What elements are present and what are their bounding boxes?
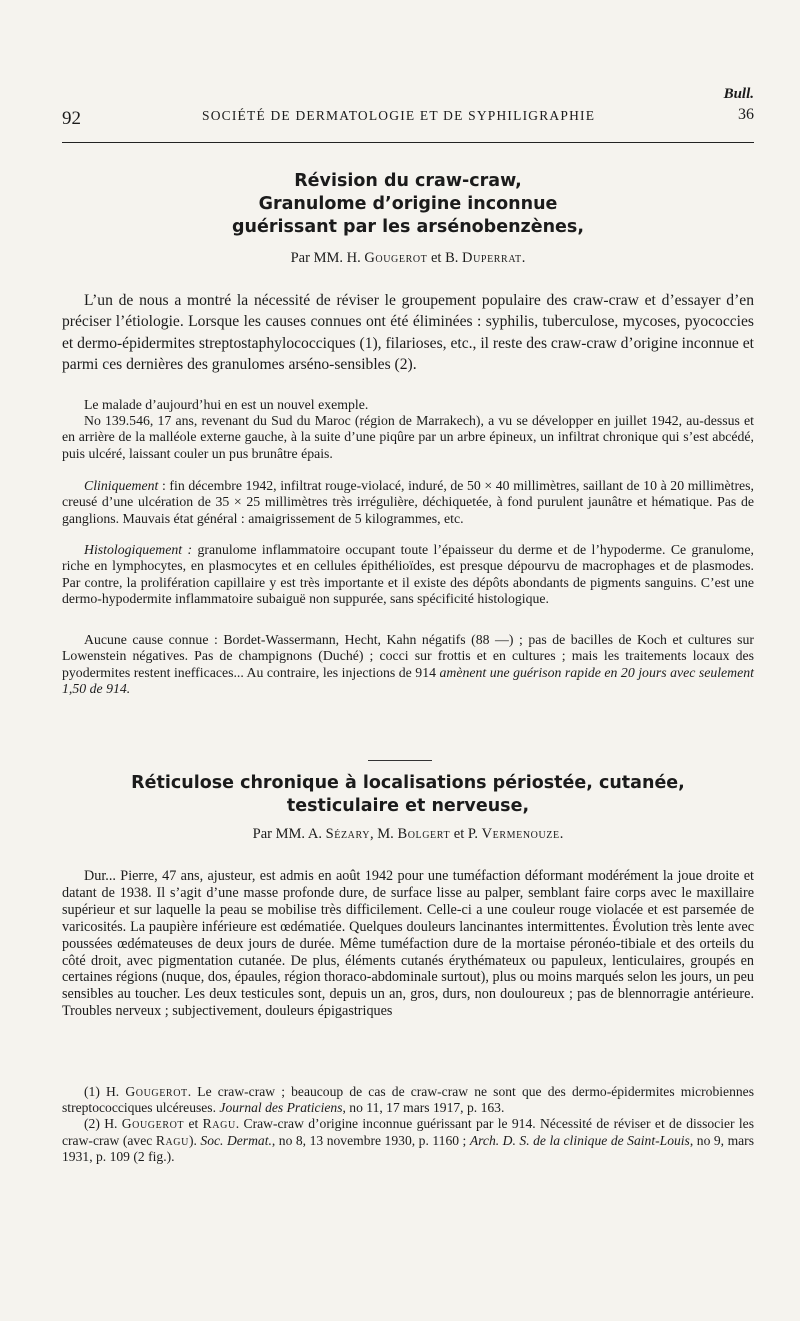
authors-separator: , M. (370, 826, 394, 842)
conclusion-italic: amènent une guérison rapide en 20 jours avec seulement 1,50 de 914. (62, 664, 754, 697)
footnote-text: . Le craw-craw ; beaucoup de cas de craw-craw ne sont que des dermo-épidermites microbiennes streptococciques ulcéreuses. (62, 1084, 754, 1116)
page-header (62, 104, 754, 130)
authors-suffix: . (521, 250, 526, 266)
footnote-text: ). (188, 1132, 197, 1148)
footnote-number: (1) H. (84, 1084, 120, 1099)
article1-title (62, 170, 754, 239)
footnote-citation: , no 11, 17 mars 1917, p. 163. (342, 1100, 505, 1116)
footnote-journal: Soc. Dermat. (200, 1132, 272, 1148)
author-name: Gougerot (364, 250, 428, 266)
authors-prefix: Par MM. A. (252, 826, 322, 842)
bull-label: Bull. (723, 86, 754, 102)
footnote-2 (62, 1116, 754, 1165)
authors-conjunction: et P. (453, 826, 478, 842)
article1-intro: L’un de nous a montré la nécessité de réviser le groupement populaire des craw-craw et d’essayer d’en préciser l’étiologie. Lorsque les causes connues ont été éliminées : syphilis, tuberculose, mycoses, pyococcies et dermo-épidermites streptostaphylococciques (1), filarioses, etc., il reste des craw-craw d’origine inconnue et parmi ces dernières des granulomes arséno-sensibles (2). (62, 292, 754, 373)
author-name: Bolgert (397, 826, 451, 842)
histology-text: granulome inflammatoire occupant toute l’épaisseur du derme et de l’hypoderme. Ce granulome, riche en lymphocytes, en plasmocytes et en cellules épithélioïdes, est presque dépourvu de macrophages et de plasmodes. Par contre, la prolifération capillaire y est très importante et il existe des dépôts abondants de pigments sanguins. C’est une dermo-hypodermite inflammatoire subaiguë non suppurée, sans spécificité histologique. (62, 542, 754, 607)
volume-number: 36 (738, 106, 754, 123)
footnote-citation: , no 8, 13 novembre 1930, p. 1160 ; (271, 1132, 467, 1148)
article2-title (62, 772, 754, 818)
article1-conclusion (62, 632, 754, 698)
footnote-1 (62, 1084, 754, 1116)
footnote-text: . Craw-craw d’origine inconnue guérissant par le 914. Nécessité de réviser et de dissocier les craw-craw (avec (62, 1116, 754, 1148)
authors-conjunction: et B. (431, 250, 459, 266)
article1-authors (62, 250, 754, 267)
authors-prefix: Par MM. H. (290, 250, 361, 266)
footnote-author: Ragu (202, 1116, 236, 1132)
footnote-author: Ragu (155, 1132, 189, 1148)
article1-title-line2: Granulome d’origine inconnue (258, 194, 558, 214)
header-rule (62, 142, 754, 143)
footnote-author: Gougerot (125, 1084, 188, 1099)
article2-title-line2: testiculaire et nerveuse, (286, 796, 530, 816)
article2-authors (62, 826, 754, 843)
authors-suffix: . (559, 826, 564, 842)
article2-case: Dur... Pierre, 47 ans, ajusteur, est admis en août 1942 pour une tuméfaction déformant modérément la joue droite et datant de 1938. Il s’agit d’une masse profonde dure, de surface lisse au palper, semblant faire corps avec le maxillaire supérieur et sur laquelle la peau se mobilise très difficilement. Celle-ci a une couleur rouge violacée et est parsemée de varicosités. La paupière inférieure est œdématiée. Quelques douleurs lancinantes intermittentes. Évolution très lente avec poussées œdémateuses de deux jours de durée. Même tuméfaction dure de la mortaise péronéo-tibiale et des orteils du côté droit, avec pigmentation cutanée. De plus, éléments cutanés érythémateux ou papuleux, lenticulaires, groupés en certaines régions (nuque, dos, épaules, région thoraco-abdominale surtout), plus ou moins marqués selon les jours, un peu sensibles au toucher. Les deux testicules sont, depuis un an, gros, durs, non douloureux ; pas de blennorragie antérieure. Troubles nerveux ; subjectivement, douleurs épigastriques (62, 868, 754, 1020)
author-name: Duperrat (462, 250, 522, 266)
article1-clinical (62, 478, 754, 527)
footnotes (62, 1084, 754, 1165)
page-number: 92 (62, 108, 81, 129)
article2-title-line1: Réticulose chronique à localisations périostée, cutanée, (131, 773, 685, 793)
article1-title-line3: guérissant par les arsénobenzènes, (232, 217, 584, 237)
clinical-label: Cliniquement (84, 478, 159, 493)
article-separator (368, 760, 432, 761)
footnote-number: (2) H. (84, 1116, 118, 1132)
clinical-text: : fin décembre 1942, infiltrat rouge-violacé, induré, de 50 × 40 millimètres, saillant de 10 à 20 millimètres, creusé d’une ulcération de 35 × 25 millimètres très irrégulière, déchiquetée, à fond purulent jaunâtre et hématique. Pas de ganglions. Mauvais état général : amaigrissement de 5 kilogrammes, etc. (62, 478, 754, 526)
article1-title-line1: Révision du craw-craw, (294, 171, 522, 191)
article1-histology (62, 542, 754, 608)
footnote-journal: Arch. D. S. de la clinique de Saint-Louis (469, 1132, 690, 1148)
footnote-author: Gougerot (121, 1116, 185, 1132)
histology-label: Histologiquement : (84, 542, 193, 557)
footnote-conjunction: et (188, 1116, 199, 1132)
author-name: Sézary (325, 826, 371, 842)
article1-paragraph: Le malade d’aujourd’hui en est un nouvel exemple. (84, 397, 369, 412)
footnote-journal: Journal des Praticiens (219, 1100, 343, 1116)
conclusion-text: Aucune cause connue : Bordet-Wassermann, Hecht, Kahn négatifs (88 —) ; pas de bacilles de Koch et cultures sur Lowenstein négatives. Pas de champignons (Duché) ; cocci sur frottis et en cultures ; mais les traitements locaux des pyodermites restent inefficaces... Au contraire, les injections de 914 (62, 632, 754, 680)
author-name: Vermenouze (481, 826, 560, 842)
running-title: SOCIÉTÉ DE DERMATOLOGIE ET DE SYPHILIGRAPHIE (202, 108, 596, 123)
article1-case: No 139.546, 17 ans, revenant du Sud du Maroc (région de Marrakech), a vu se développer en juillet 1942, au-dessus et en arrière de la malléole externe gauche, à la suite d’une piqûre par un arbre épineux, un infiltrat chronique qui s’est abcédé, puis ulcéré, laissant couler un pus brunâtre épais. (62, 413, 754, 461)
footnote-citation: , no 9, mars 1931, p. 109 (2 fig.). (62, 1132, 754, 1164)
